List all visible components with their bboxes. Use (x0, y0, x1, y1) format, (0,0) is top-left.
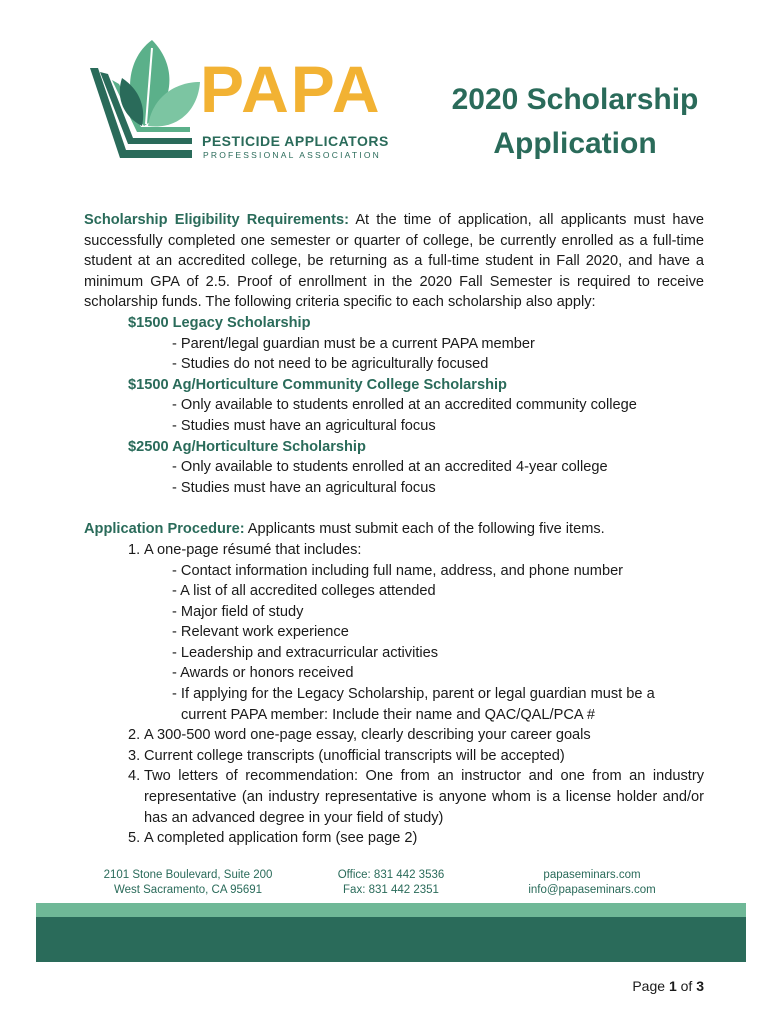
address-line-2: West Sacramento, CA 95691 (113, 884, 263, 896)
footer-web (510, 868, 674, 898)
eligibility-paragraph (84, 210, 704, 313)
leaf-book-icon (82, 38, 202, 163)
resume-item: - A list of all accredited colleges attended (172, 583, 436, 600)
eligibility-text: At the time of application, all applicants must have successfully completed one semester or quarter of college, be currently enrolled as a full-time student at an accredited college, be returning as a full-time student in Fall 2020, and have a minimum GPA of 2.5. Proof of enrollment in the 2020 Fall Semester is required to receive scholarship funds. The following criteria specific to each scholarship also apply: (84, 212, 704, 311)
item-text: A completed application form (see page 2) (144, 830, 418, 847)
scholarship-legacy (84, 313, 704, 375)
logo-wordmark: PAPA (200, 52, 382, 126)
scholarship-title: $1500 Ag/Horticulture Community College Scholarship (128, 376, 507, 393)
item-number: 4. (128, 768, 141, 785)
papa-logo (82, 38, 402, 163)
scholarship-criterion: - Parent/legal guardian must be a current PAPA member (172, 335, 535, 352)
logo-tagline-1: PESTICIDE APPLICATORS (202, 133, 389, 149)
resume-item: - Contact information including full name, address, and phone number (172, 562, 624, 579)
eligibility-heading: Scholarship Eligibility Requirements: (84, 212, 349, 228)
email-link[interactable]: info@papaseminars.com (528, 884, 656, 896)
fax-number: Fax: 831 442 2351 (343, 884, 439, 896)
item-text: A one-page résumé that includes: (144, 541, 362, 558)
scholarship-ag-horticulture (84, 437, 704, 499)
item-number: 3. (128, 747, 141, 764)
resume-item: - Major field of study (172, 603, 304, 620)
website-link[interactable]: papaseminars.com (543, 869, 641, 881)
scholarship-criterion: - Only available to students enrolled at an accredited 4-year college (172, 459, 608, 476)
office-phone: Office: 831 442 3536 (337, 869, 445, 881)
scholarship-criterion: - Studies do not need to be agriculturally focused (172, 356, 489, 373)
item-number: 5. (128, 830, 141, 847)
page-title (420, 78, 730, 166)
footer-band (36, 917, 746, 962)
logo-tagline-2: PROFESSIONAL ASSOCIATION (203, 150, 381, 160)
procedure-paragraph (84, 519, 704, 540)
resume-item: - Awards or honors received (172, 665, 354, 682)
procedure-heading: Application Procedure: (84, 521, 245, 538)
scholarship-community-college (84, 375, 704, 437)
procedure-item (84, 828, 704, 849)
page-number: Page 1 of 3 (632, 978, 704, 994)
procedure-item (84, 766, 704, 828)
scholarship-criterion: - Studies must have an agricultural focus (172, 417, 436, 434)
scholarship-criterion: - Studies must have an agricultural focus (172, 479, 436, 496)
footer-address (86, 868, 290, 898)
procedure-item (84, 746, 704, 767)
footer-phone (318, 868, 464, 898)
address-line-1: 2101 Stone Boulevard, Suite 200 (103, 869, 273, 881)
resume-item: - Leadership and extracurricular activities (172, 644, 439, 661)
footer-accent-bar (36, 903, 746, 917)
resume-item: - If applying for the Legacy Scholarship, parent or legal guardian must be a current PAPA member: Include their name and QAC/QAL/PCA # (172, 686, 655, 723)
scholarship-criterion: - Only available to students enrolled at an accredited community college (172, 397, 637, 414)
document-body (84, 210, 704, 849)
resume-item: - Relevant work experience (172, 624, 349, 641)
scholarship-title: $1500 Legacy Scholarship (128, 314, 311, 331)
item-number: 2. (128, 727, 141, 744)
procedure-item (84, 725, 704, 746)
scholarship-title: $2500 Ag/Horticulture Scholarship (128, 438, 366, 455)
item-text: A 300-500 word one-page essay, clearly describing your career goals (144, 727, 591, 744)
item-text: Current college transcripts (unofficial transcripts will be accepted) (144, 747, 565, 764)
procedure-item (84, 540, 704, 561)
title-line-2: Application (493, 127, 657, 160)
procedure-text: Applicants must submit each of the following five items. (244, 521, 605, 538)
title-line-1: 2020 Scholarship (451, 83, 699, 116)
item-number: 1. (128, 541, 141, 558)
item-text: Two letters of recommendation: One from an instructor and one from an industry representative (an industry representative is anyone whom is a license holder and/or has an advanced degree in your field of study) (144, 768, 704, 826)
